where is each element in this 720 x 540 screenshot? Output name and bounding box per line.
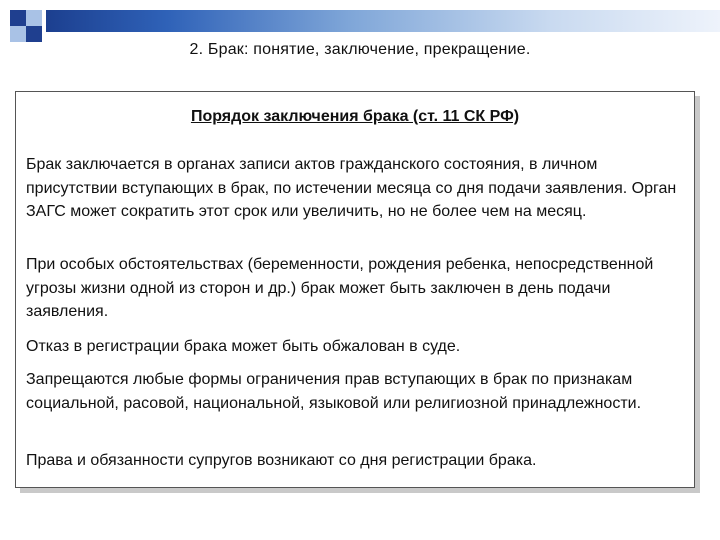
decorative-square	[26, 26, 42, 42]
decorative-square	[10, 26, 26, 42]
header-gradient-band	[46, 10, 720, 32]
paragraph-marriage-registration: Брак заключается в органах записи актов гражданского состояния, в личном присутствии вступающих в брак, по истечении месяца со дня подачи заявления. Орган ЗАГС может сократить этот срок или увеличить, но не более чем на месяц.	[26, 156, 677, 220]
paragraph-refusal-appeal: Отказ в регистрации брака может быть обжалован в суде.	[26, 338, 461, 355]
decorative-square	[10, 10, 26, 26]
content-box	[15, 91, 695, 488]
paragraph-special-circumstances: При особых обстоятельствах (беременности, рождения ребенка, непосредственной угрозы жизни одной из сторон и др.) брак может быть заключен в день подачи заявления.	[26, 256, 654, 320]
paragraph-prohibition: Запрещаются любые формы ограничения прав вступающих в брак по признакам социальной, расовой, национальной, языковой или религиозной принадлежности.	[26, 371, 642, 412]
slide-title: 2. Брак: понятие, заключение, прекращение.	[189, 41, 531, 58]
paragraph-spouse-rights: Права и обязанности супругов возникают со дня регистрации брака.	[26, 452, 537, 469]
box-heading: Порядок заключения брака (ст. 11 СК РФ)	[190, 108, 520, 125]
decorative-square	[26, 10, 42, 26]
